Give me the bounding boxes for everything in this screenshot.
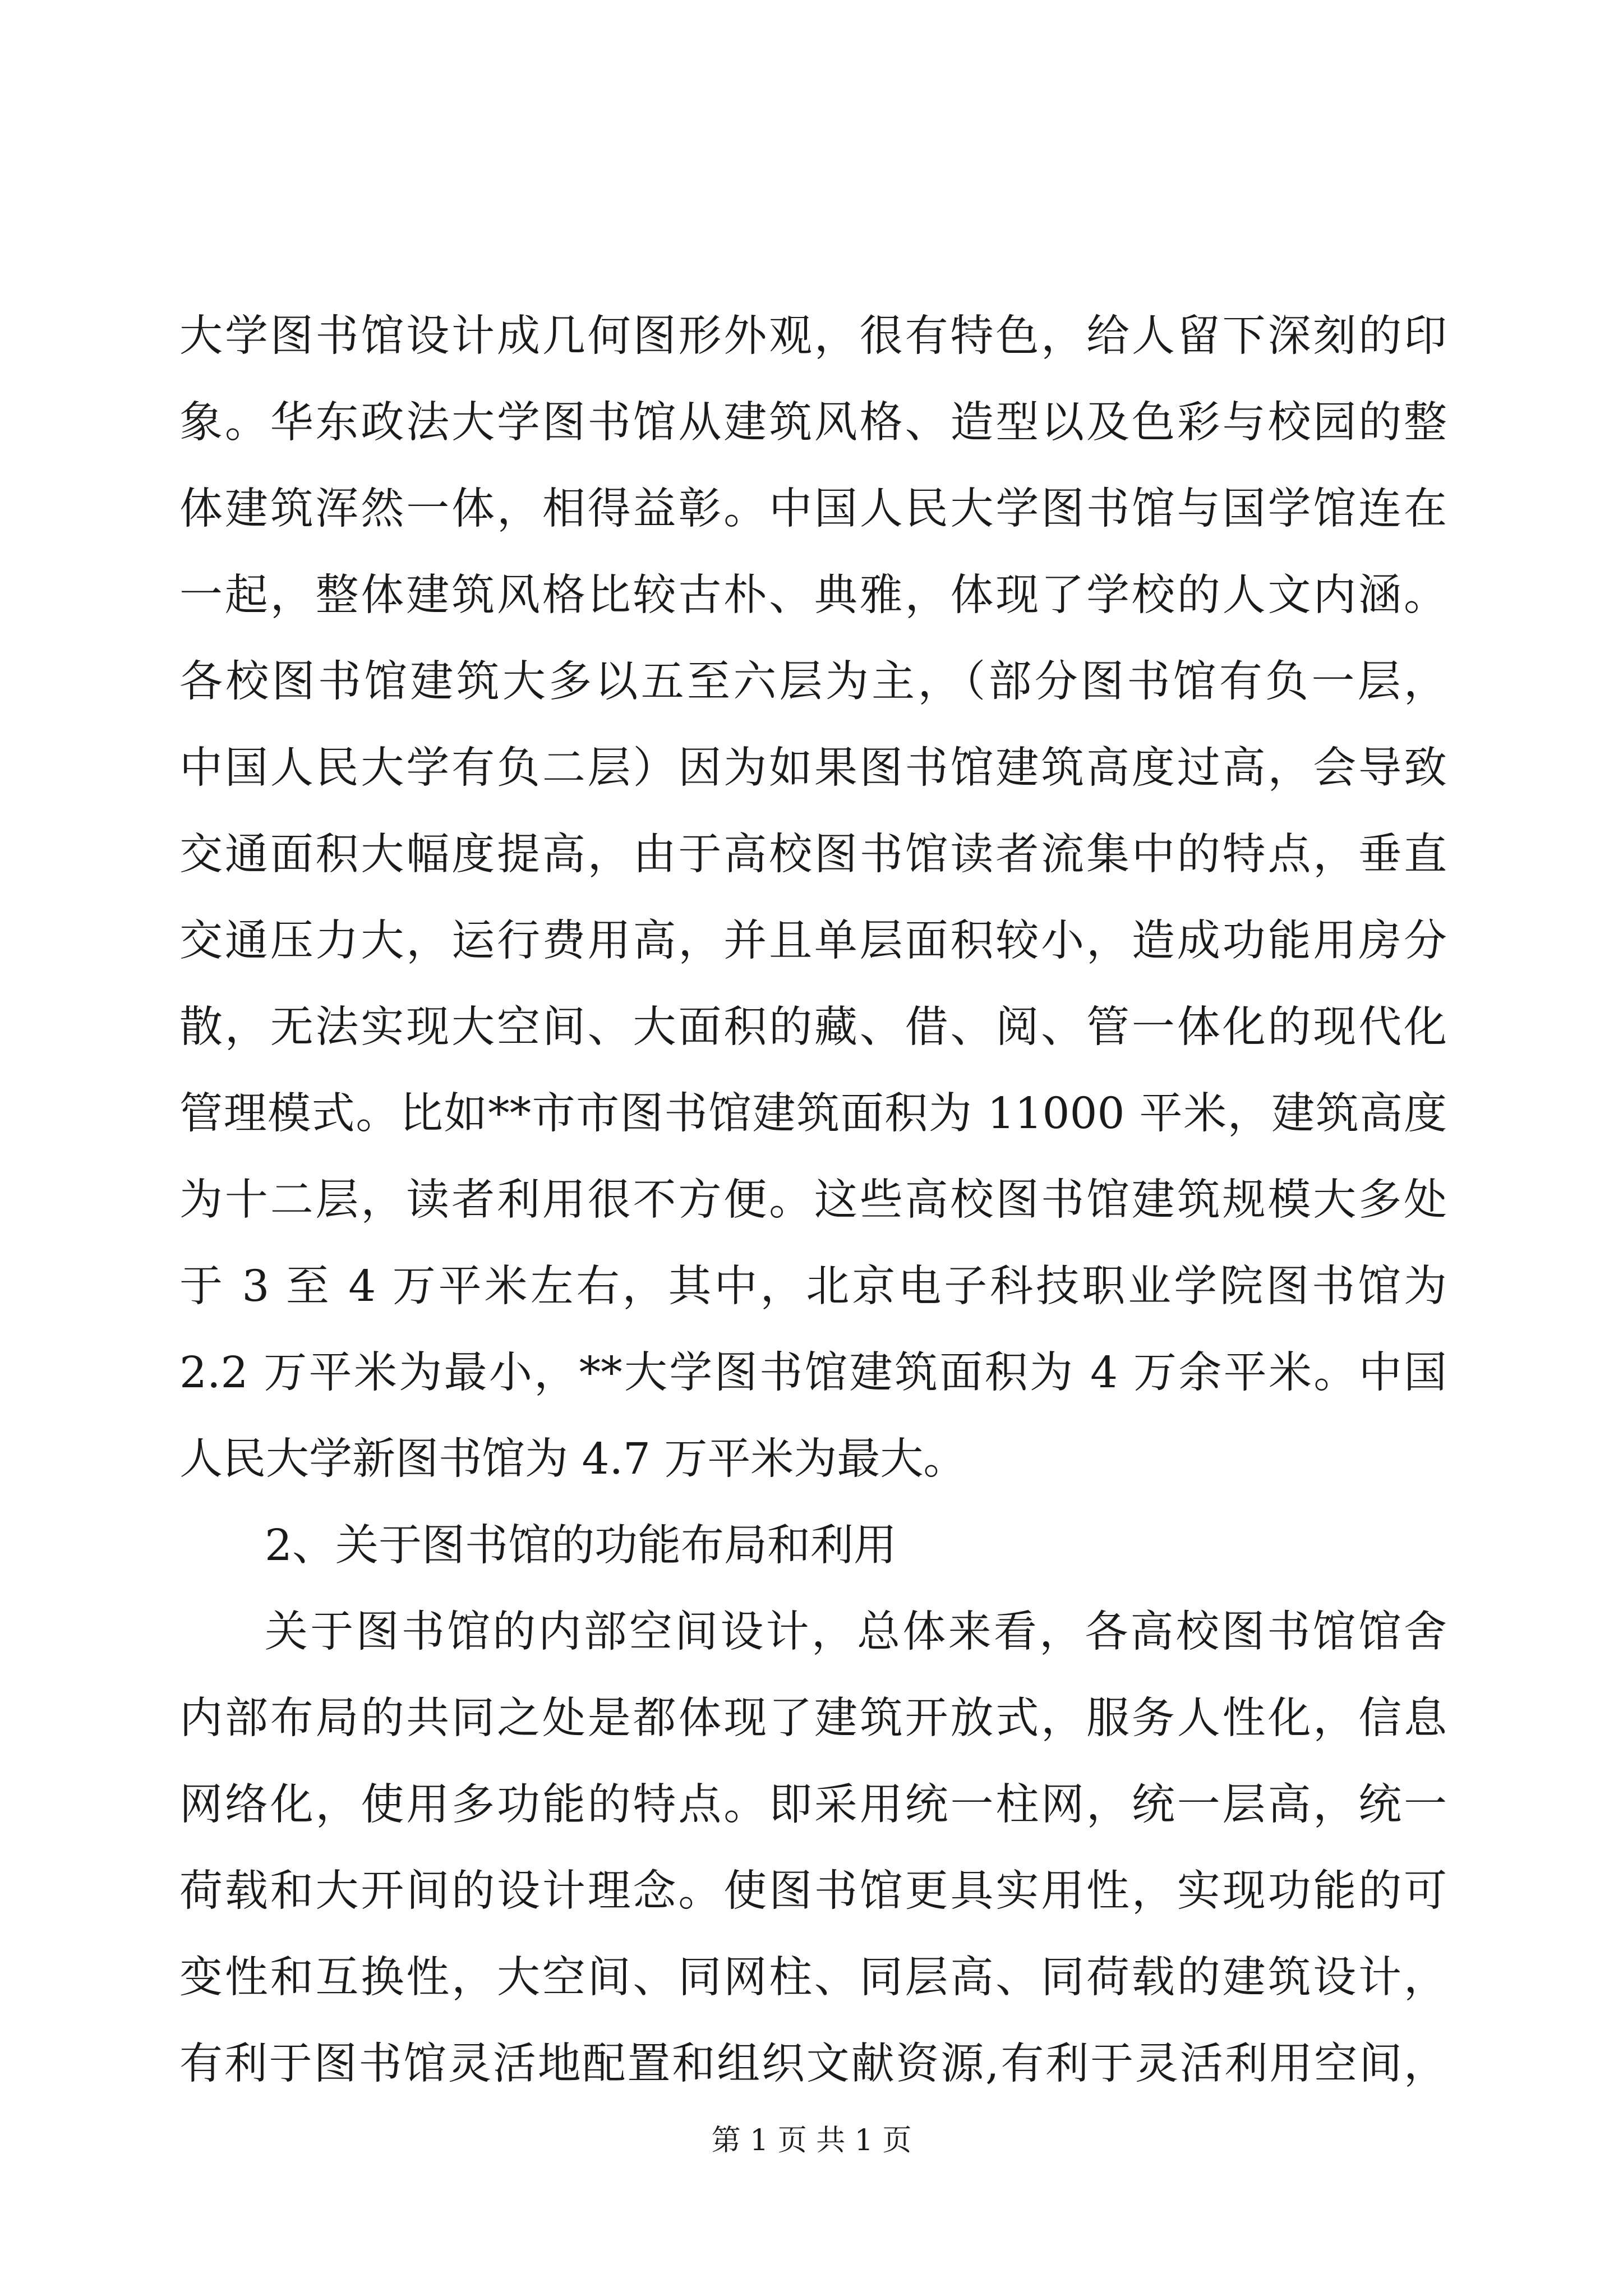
body-text-line: 散，无法实现大空间、大面积的藏、借、阅、管一体化的现代化 bbox=[179, 1002, 1447, 1052]
body-text-line: 关于图书馆的内部空间设计，总体来看，各高校图书馆馆舍 bbox=[265, 1607, 1447, 1657]
section-heading: 2、关于图书馆的功能布局和利用 bbox=[265, 1521, 897, 1571]
body-text-line: 交通压力大，运行费用高，并且单层面积较小，造成功能用房分 bbox=[179, 916, 1447, 966]
body-text-line: 体建筑浑然一体，相得益彰。中国人民大学图书馆与国学馆连在 bbox=[179, 484, 1447, 534]
body-text-line: 交通面积大幅度提高，由于高校图书馆读者流集中的特点，垂直 bbox=[179, 830, 1447, 880]
body-text-line: 网络化，使用多功能的特点。即采用统一柱网，统一层高，统一 bbox=[179, 1780, 1447, 1830]
body-text-line: 中国人民大学有负二层）因为如果图书馆建筑高度过高，会导致 bbox=[179, 743, 1447, 793]
body-text-line: 为十二层，读者利用很不方便。这些高校图书馆建筑规模大多处 bbox=[179, 1175, 1447, 1225]
body-text-line: 人民大学新图书馆为 4.7 万平米为最大。 bbox=[179, 1434, 967, 1484]
body-text-line: 象。华东政法大学图书馆从建筑风格、造型以及色彩与校园的整 bbox=[179, 398, 1447, 448]
body-text-line: 2.2 万平米为最小，**大学图书馆建筑面积为 4 万余平米。中国 bbox=[179, 1348, 1447, 1398]
body-text-line: 荷载和大开间的设计理念。使图书馆更具实用性，实现功能的可 bbox=[179, 1866, 1447, 1916]
body-text-line: 各校图书馆建筑大多以五至六层为主，（部分图书馆有负一层， bbox=[179, 657, 1447, 707]
page-number-footer: 第 1 页 共 1 页 bbox=[711, 2124, 912, 2157]
body-text-line: 于 3 至 4 万平米左右，其中，北京电子科技职业学院图书馆为 bbox=[179, 1262, 1447, 1312]
body-text-line: 变性和互换性，大空间、同网柱、同层高、同荷载的建筑设计， bbox=[179, 1953, 1447, 2003]
body-text-line: 一起，整体建筑风格比较古朴、典雅，体现了学校的人文内涵。 bbox=[179, 570, 1447, 620]
body-text-line: 大学图书馆设计成几何图形外观，很有特色，给人留下深刻的印 bbox=[179, 311, 1447, 361]
body-text-line: 管理模式。比如**市市图书馆建筑面积为 11000 平米，建筑高度 bbox=[179, 1089, 1447, 1139]
body-text-line: 有利于图书馆灵活地配置和组织文献资源,有利于灵活利用空间， bbox=[179, 2039, 1447, 2089]
body-text-line: 内部布局的共同之处是都体现了建筑开放式，服务人性化，信息 bbox=[179, 1694, 1447, 1743]
